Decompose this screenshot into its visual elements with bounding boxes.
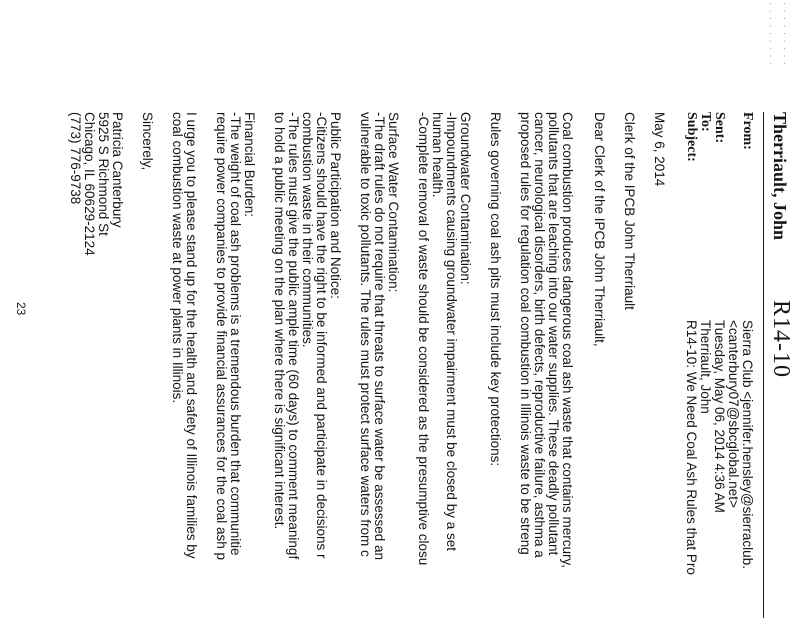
from-value-line-1: Sierra Club <jennifer.hensley@sierraclub. bbox=[740, 320, 755, 569]
rules-line: Rules governing coal ash pits must include key protections: bbox=[488, 112, 503, 467]
sender-name-heading: Therriault, John bbox=[770, 112, 790, 241]
intro-line-3: cancer, neurological disorders, birth defects, reproductive failure, asthma a bbox=[532, 112, 547, 558]
groundwater-line-2: -Impoundments causing groundwater impairment must be closed by a set bbox=[444, 112, 459, 551]
surface-water-line-3: vulnerable to toxic pollutants. The rules must protect surface waters from c bbox=[358, 112, 373, 557]
intro-line-2: pollutants that are leaching into our water supplies. These deadly pollutant bbox=[546, 112, 561, 556]
intro-line-1: Coal combustion produces dangerous coal ash waste that contains mercury, bbox=[560, 112, 575, 568]
groundwater-line-4: -Complete removal of waste should be considered as the presumptive closu bbox=[416, 112, 431, 566]
signature-street: 5925 S Richmond St bbox=[96, 112, 111, 236]
financial-line-2: -The weight of coal ash problems is a tremendous burden that communitie bbox=[228, 112, 243, 556]
docket-code: R14-10 bbox=[768, 300, 794, 378]
sent-value: Tuesday, May 06, 2014 4:36 AM bbox=[712, 320, 727, 513]
groundwater-line-3: human health. bbox=[430, 112, 445, 198]
participation-heading: Public Participation and Notice: bbox=[328, 112, 343, 299]
financial-heading: Financial Burden: bbox=[242, 112, 257, 218]
sent-label: Sent: bbox=[712, 112, 727, 144]
closing-line-2: coal combustion waste at power plants in Illinois. bbox=[170, 112, 185, 404]
to-label: To: bbox=[698, 112, 713, 132]
signature-city: Chicago, IL 60629-2124 bbox=[82, 112, 97, 256]
participation-line-3: combustion waste in their communities. bbox=[300, 112, 315, 348]
subject-value: R14-10: We Need Coal Ash Rules that Pro bbox=[684, 320, 699, 575]
letter-recipient: Clerk of the IPCB John Therriault bbox=[622, 112, 637, 310]
subject-label: Subject: bbox=[684, 112, 699, 162]
header-rule bbox=[763, 112, 764, 618]
scan-speckle-decoration: · · · · · · · · · bbox=[780, 2, 790, 66]
signature-name: Patricia Canterbury bbox=[110, 112, 125, 228]
participation-line-2: -Citizens should have the right to be informed and participate in decisions r bbox=[314, 112, 329, 559]
financial-line-3: require power companies to provide financial assurances for the coal ash p bbox=[214, 112, 229, 560]
groundwater-heading: Groundwater Contamination: bbox=[458, 112, 473, 285]
signature-phone: (773) 776-9738 bbox=[68, 112, 83, 205]
intro-line-4: proposed rules for regulation coal combustion in Illinois waste to be streng bbox=[518, 112, 533, 555]
participation-line-4: -The rules must give the public ample time (60 days) to comment meaningf bbox=[286, 112, 301, 560]
page-number: 23 bbox=[14, 302, 28, 316]
letter-salutation: Dear Clerk of the IPCB John Therriault, bbox=[592, 112, 607, 347]
participation-line-5: to hold a public meeting on the plan where there is significant interest. bbox=[272, 112, 287, 530]
to-value: Therriault, John bbox=[698, 320, 713, 414]
from-value-line-2: <canterbury07@sbcglobal.net> bbox=[726, 320, 741, 508]
scan-speckle-decoration-2: · · · · · · · · · bbox=[766, 2, 776, 66]
sincerely: Sincerely, bbox=[140, 112, 155, 171]
surface-water-heading: Surface Water Contamination: bbox=[386, 112, 401, 293]
surface-water-line-2: -The draft rules do not require that threats to surface water be assessed an bbox=[372, 112, 387, 560]
letter-date: May 6, 2014 bbox=[652, 112, 667, 187]
closing-line-1: I urge you to please stand up for the health and safety of Illinois families by bbox=[184, 112, 199, 559]
from-label: From: bbox=[740, 112, 755, 150]
